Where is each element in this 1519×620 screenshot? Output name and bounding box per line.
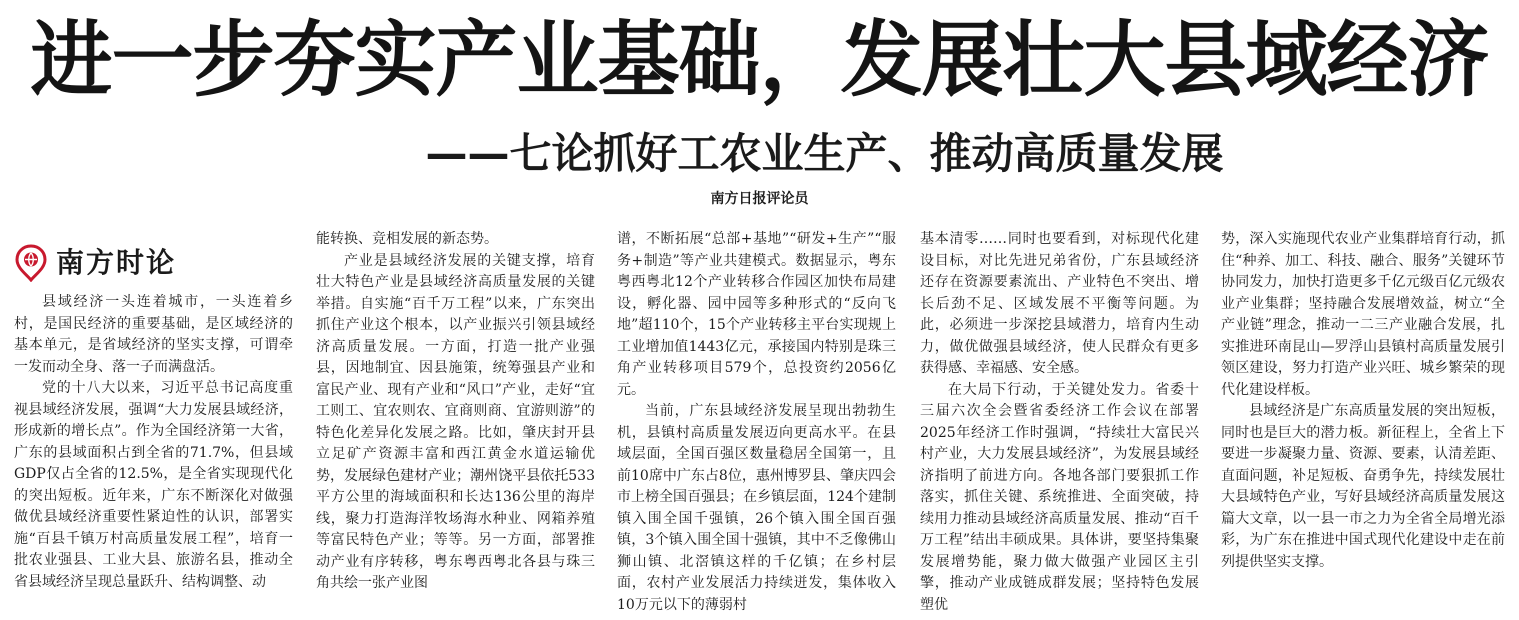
article-paragraph: 能转换、竞相发展的新态势。 <box>316 231 498 247</box>
column-body <box>1221 229 1505 573</box>
article-paragraph: 势，深入实施现代农业产业集群培育行动，抓住“种养、加工、科技、融合、服务”关键环节协同发力，加快打造更多千亿元级百亿元级农业产业集群；坚持融合发展增效益，树立“全产业链”理念，推动一二三产业融合发展，扎实推进环南昆山—罗浮山县镇村高质量发展引领区建设，努力打造产业兴旺、城乡繁荣的现代化建设样板。 <box>1221 231 1505 398</box>
article-paragraph: 县域经济是广东高质量发展的突出短板，同时也是巨大的潜力板。新征程上，全省上下要进一步凝聚力量、资源、要素，认清差距、直面问题，补足短板、奋勇争先，持续发展壮大县域特色产业，写好县域经济高质量发展这篇大文章，以一县一市之力为全省全局增光添彩，为广东在推进中国式现代化建设中走在前列提供坚实支撑。 <box>1221 403 1505 570</box>
article-column-1 <box>14 228 293 618</box>
article-column-4 <box>920 229 1199 619</box>
byline: 南方日报评论员 <box>710 191 809 207</box>
article-column-2 <box>316 229 595 619</box>
column-body <box>617 229 896 616</box>
article-paragraph: 产业是县域经济发展的关键支撑，培育壮大特色产业是县域经济高质量发展的关键举措。自实施“百千万工程”以来，广东突出抓住产业这个根本，以产业振兴引领县域经济高质量发展。一方面，打造一批产业强县，因地制宜、因县施策，统筹强县产业和富民产业、现有产业和“风口”产业，走好“宜工则工、宜农则农、宜商则商、宜游则游”的特色化差异化发展之路。比如，肇庆封开县立足矿产资源丰富和西江黄金水道运输优势，发展绿色建材产业；潮州饶平县依托533平方公里的海域面积和长达136公里的海岸线，聚力打造海洋牧场海水种业、网箱养殖等富民特色产业；等等。另一方面，部署推动产业有序转移，粤东粤西粤北各县与珠三角共绘一张产业图 <box>316 252 595 591</box>
column-body <box>316 229 595 595</box>
article-paragraph: 当前，广东县域经济发展呈现出勃勃生机，县镇村高质量发展迈向更高水平。在县域层面，全国百强区数量稳居全国第一，且前10席中广东占8位，惠州博罗县、肇庆四会市上榜全国百强县；在乡镇层面，124个建制镇入围全国千强镇，26个镇入围全国百强镇，3个镇入围全国十强镇，其中不乏像佛山狮山镇、北滘镇这样的千亿镇；在乡村层面，农村产业发展活力持续迸发，集体收入10万元以下的薄弱村 <box>617 403 896 613</box>
article-paragraph: 基本清零……同时也要看到，对标现代化建设目标，对比先进兄弟省份，广东县域经济还存在资源要素流出、产业特色不突出、增长后劲不足、区域发展不平衡等问题。为此，必须进一步深挖县域潜力，培育内生动力，做优做强县域经济，使人民群众有更多获得感、幸福感、安全感。 <box>920 231 1199 376</box>
headline: 进一步夯实产业基础，发展壮大县域经济 <box>30 13 1489 108</box>
article-paragraph: 在大局下行动，于关键处发力。省委十三届六次全会暨省委经济工作会议在部署2025年经济工作时强调，“持续壮大富民兴村产业，大力发展县域经济”，为发展县域经济指明了前进方向。各地各部门要狠抓工作落实，抓住关键、系统推进、全面突破，持续用力推动县域经济高质量发展、推动“百千万工程”结出丰硕成果。具体讲，要坚持集聚发展增势能，聚力做大做强产业园区主引擎，推动产业成链成群发展；坚持特色发展塑优 <box>920 381 1199 613</box>
globe-pin-icon <box>14 244 48 282</box>
column-body <box>14 292 293 593</box>
column-body <box>920 229 1199 616</box>
article-column-5 <box>1221 229 1505 619</box>
article-paragraph: 县域经济一头连着城市，一头连着乡村，是国民经济的重要基础，是区域经济的基本单元，是省域经济的坚实支撑，可谓牵一发而动全身、落一子而满盘活。 <box>14 294 293 375</box>
article-paragraph: 谱，不断拓展“总部+基地”“研发+生产”“服务+制造”等产业共建模式。数据显示，粤东粤西粤北12个产业转移合作园区加快布局建设，孵化器、园中园等多种形式的“反向飞地”超110个，15个产业转移主平台实现规上工业增加值1443亿元，承接国内特别是珠三角产业转移项目579个，总投资约2056亿元。 <box>617 231 896 398</box>
section-header <box>14 238 293 288</box>
article-paragraph: 党的十八大以来，习近平总书记高度重视县域经济发展，强调“大力发展县域经济，形成新的增长点”。作为全国经济第一大省，广东的县域面积占到全省的71.7%，但县域GDP仅占全省的12.5%，是全省实现现代化的突出短板。近年来，广东不断深化对做强做优县域经济重要性紧迫性的认识，部署实施“百县千镇万村高质量发展工程”，培育一批农业强县、工业大县、旅游名县，推动全省县域经济呈现总量跃升、结构调整、动 <box>14 380 293 590</box>
section-title: 南方时论 <box>56 246 177 280</box>
subtitle: ——七论抓好工农业生产、推动高质量发展 <box>425 129 1224 178</box>
article-column-3 <box>617 229 896 619</box>
